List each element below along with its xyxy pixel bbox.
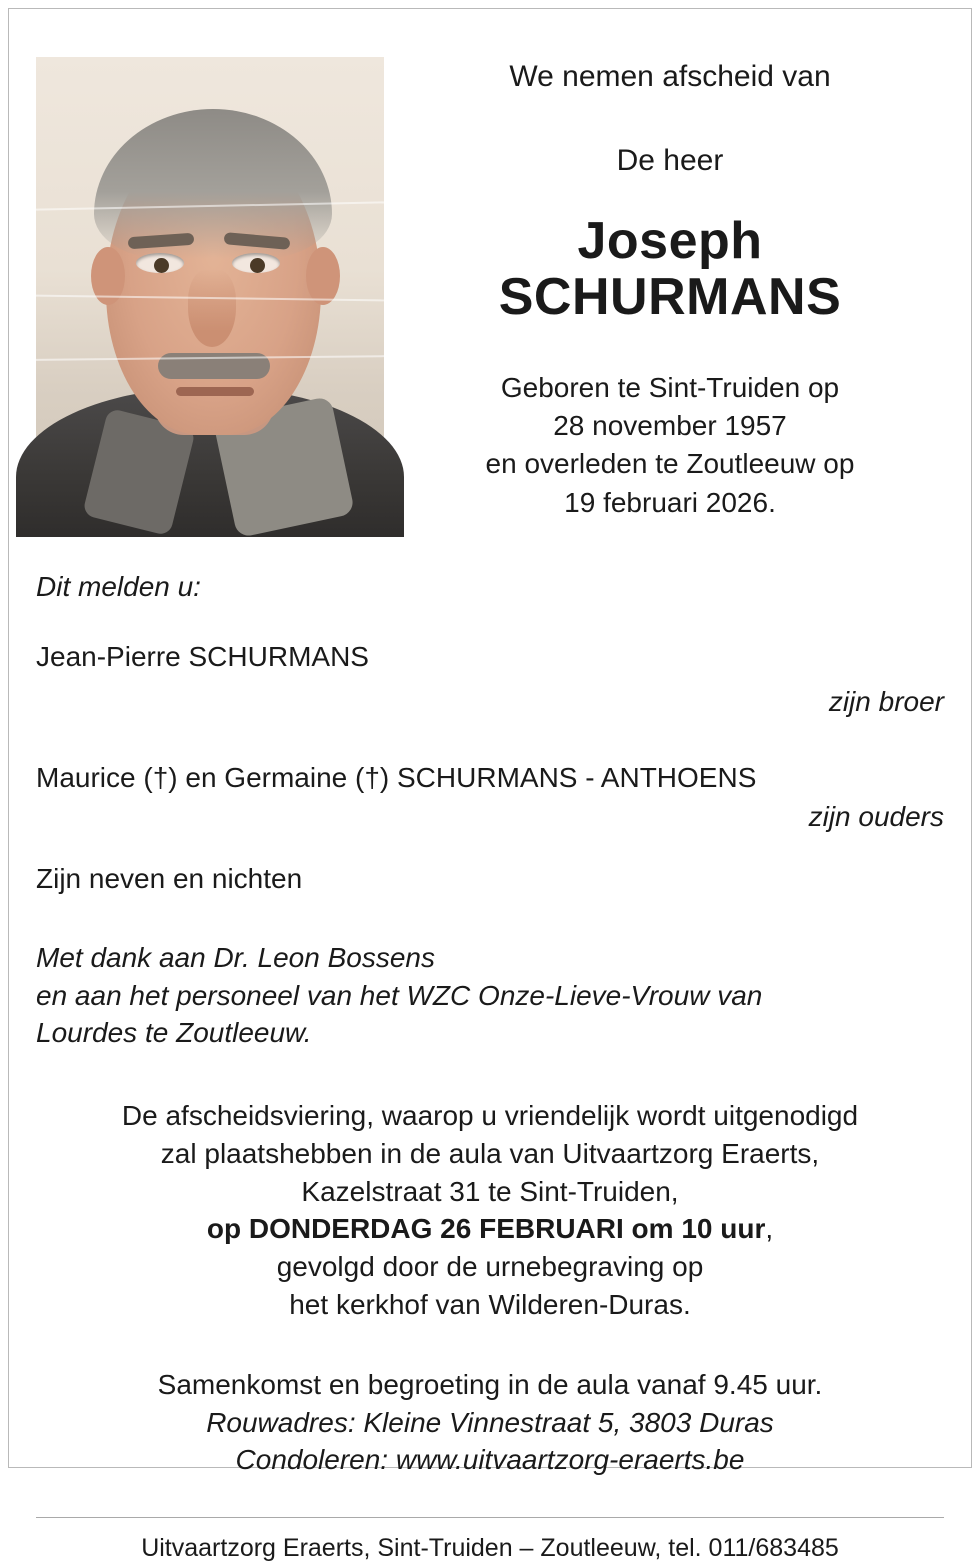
ceremony-datetime-line: [36, 1210, 944, 1248]
deceased-last-name: SCHURMANS: [498, 268, 842, 327]
relative-role-brother: zijn broer: [828, 685, 944, 717]
footer-divider: [36, 1517, 944, 1518]
gathering-block: [36, 1366, 944, 1479]
honorific: De heer: [616, 143, 724, 177]
deceased-first-name: Joseph: [577, 212, 763, 270]
body-section: [36, 569, 944, 1565]
birth-death-details: [396, 369, 944, 521]
header-section: [36, 30, 944, 527]
ceremony-line-5: gevolgd door de urnebegraving op: [276, 1251, 704, 1283]
death-line-1: en overleden te Zoutleeuw op: [485, 448, 855, 480]
ceremony-line-3: Kazelstraat 31 te Sint-Truiden,: [301, 1175, 679, 1207]
birth-line-2: 28 november 1957: [553, 410, 787, 442]
relative-name-brother: Jean-Pierre SCHURMANS: [36, 641, 369, 673]
thanks-line-1: Met dank aan Dr. Leon Bossens: [36, 942, 435, 974]
funeral-home-footer: Uitvaartzorg Eraerts, Sint-Truiden – Zoutleeuw, tel. 011/683485: [141, 1534, 839, 1563]
thanks-line-2: en aan het personeel van het WZC Onze-Lieve-Vrouw van: [36, 979, 763, 1011]
announcement-label: Dit melden u:: [36, 571, 201, 602]
death-line-2: 19 februari 2026.: [564, 486, 776, 518]
thanks-block: [36, 939, 944, 1051]
birth-line-1: Geboren te Sint-Truiden op: [500, 372, 840, 404]
ceremony-datetime: op DONDERDAG 26 FEBRUARI om 10 uur: [206, 1213, 766, 1245]
portrait-container: [36, 30, 384, 527]
ceremony-line-1: De afscheidsviering, waarop u vriendelijk wordt uitgenodigd: [121, 1100, 859, 1132]
ceremony-line-6: het kerkhof van Wilderen-Duras.: [289, 1289, 691, 1321]
relative-name-parents: Maurice (†) en Germaine (†) SCHURMANS - ANTHOENS: [36, 762, 757, 794]
relative-role-parents: zijn ouders: [808, 800, 944, 832]
portrait-photo: [36, 57, 384, 527]
mourning-address: Rouwadres: Kleine Vinnestraat 5, 3803 Duras: [206, 1406, 774, 1438]
ceremony-line-2: zal plaatshebben in de aula van Uitvaartzorg Eraerts,: [160, 1137, 820, 1169]
farewell-intro: We nemen afscheid van: [509, 60, 831, 93]
ceremony-datetime-comma: ,: [765, 1213, 774, 1245]
ceremony-block: [36, 1097, 944, 1324]
thanks-line-3: Lourdes te Zoutleeuw.: [36, 1016, 312, 1048]
card-content: [36, 30, 944, 1563]
heading-column: [384, 30, 944, 522]
relative-name-nephews-nieces: Zijn neven en nichten: [36, 862, 303, 894]
gathering-time: Samenkomst en begroeting in de aula vanaf 9.45 uur.: [157, 1368, 823, 1400]
condolence-website[interactable]: Condoleren: www.uitvaartzorg-eraerts.be: [235, 1444, 745, 1476]
